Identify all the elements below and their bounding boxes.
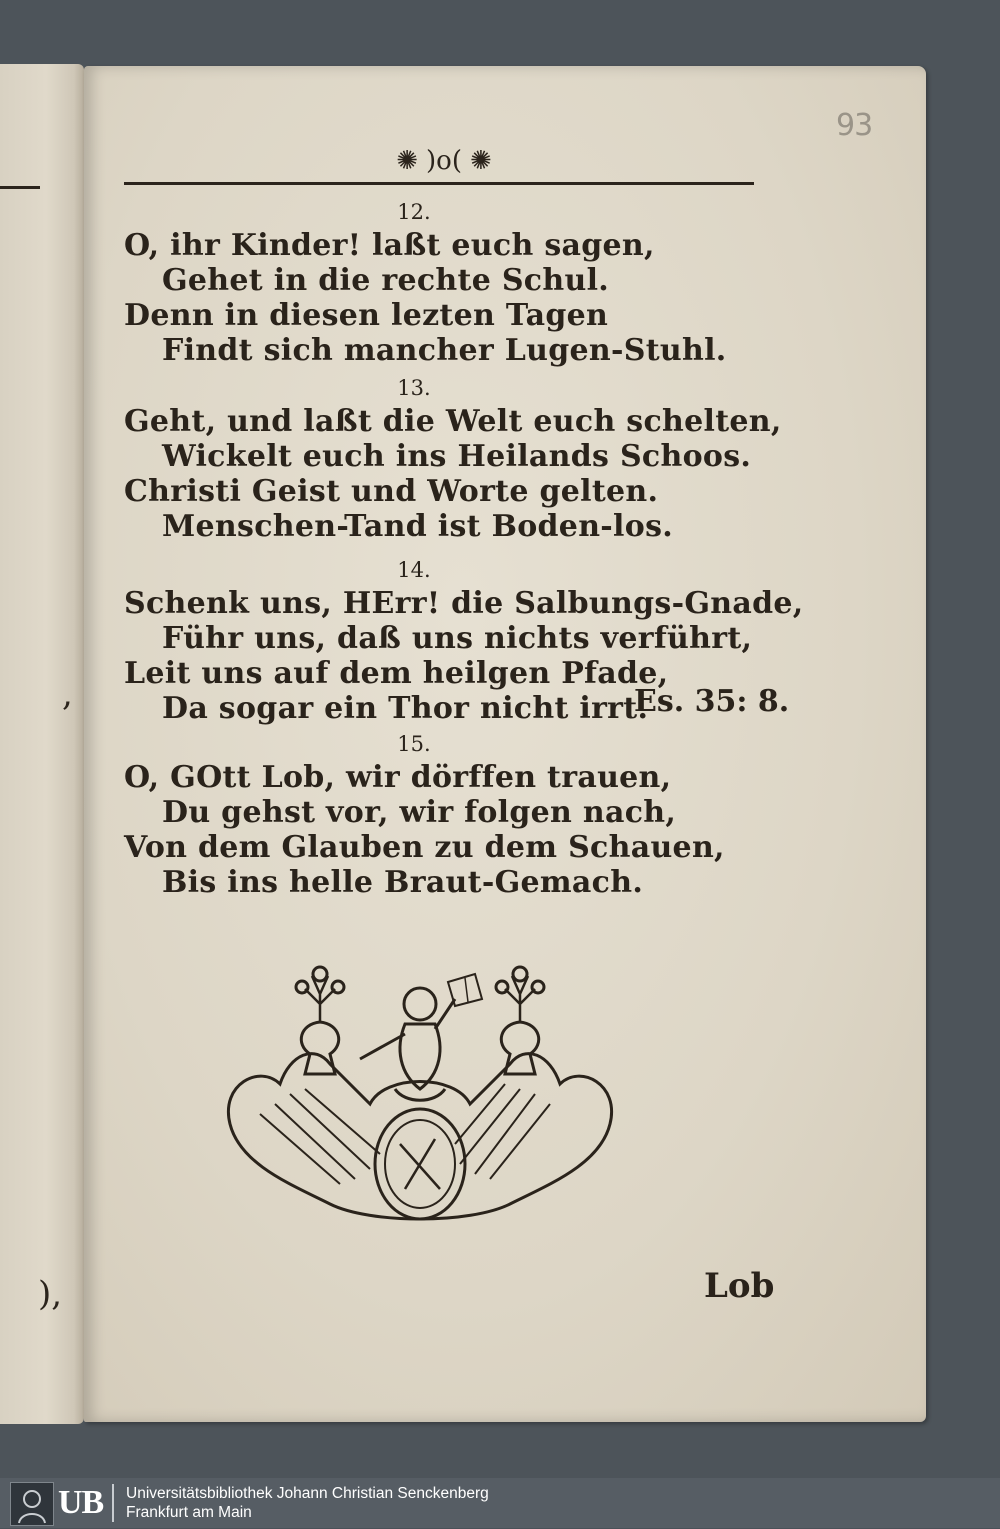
verse-line: Menschen-Tand ist Boden-los. (162, 509, 674, 544)
stanza-number: 12. (397, 200, 431, 224)
verse-line: Von dem Glauben zu dem Schauen, (124, 830, 725, 865)
stanza-13 (124, 376, 782, 544)
library-logo[interactable] (10, 1482, 118, 1524)
stanza-number: 15. (397, 732, 431, 756)
previous-page-fragment: , (62, 674, 73, 714)
woodcut-vignette-icon (220, 954, 620, 1234)
verse-line: Findt sich mancher Lugen-Stuhl. (162, 333, 727, 368)
verse-line: Bis ins helle Braut-Gemach. (162, 865, 644, 900)
verse-line: Geht, und laßt die Welt euch schelten, (124, 404, 782, 439)
scripture-reference: Es. 35: 8. (634, 684, 790, 719)
previous-page-header-rule (0, 186, 40, 189)
verse-line: Denn in diesen lezten Tagen (124, 298, 609, 333)
flower-ornament-icon: ✺ (469, 146, 492, 176)
header-ornament (364, 144, 524, 178)
verse-line: O, GOtt Lob, wir dörffen trauen, (124, 760, 672, 795)
stanza-number: 13. (397, 376, 431, 400)
previous-page-edge (0, 64, 84, 1424)
page-number: 93 (836, 108, 873, 143)
flower-ornament-icon: ✺ (396, 146, 419, 176)
book-page (84, 66, 926, 1422)
stanza-number: 14. (397, 558, 431, 582)
verse-line: Gehet in die rechte Schul. (162, 263, 610, 298)
ornament-center: )o( (426, 146, 462, 176)
catchword: Lob (704, 1266, 775, 1306)
stanza-12 (124, 200, 734, 368)
verse-line: O, ihr Kinder! laßt euch sagen, (124, 228, 655, 263)
portrait-icon (10, 1482, 54, 1526)
library-name: Universitätsbibliothek Johann Christian Senckenberg (126, 1485, 489, 1502)
verse-line: Führ uns, daß uns nichts verführt, (162, 621, 753, 656)
footer-text (126, 1484, 489, 1522)
stanza-15 (124, 732, 734, 900)
footer-bar (0, 1478, 1000, 1528)
verse-line: Da sogar ein Thor nicht irrt. (162, 691, 649, 726)
library-city: Frankfurt am Main (126, 1504, 252, 1521)
logo-text: UB (58, 1484, 104, 1521)
verse-line: Leit uns auf dem heilgen Pfade, (124, 656, 669, 691)
verse-line: Du gehst vor, wir folgen nach, (162, 795, 677, 830)
header-rule (124, 182, 754, 185)
verse-line: Schenk uns, HErr! die Salbungs-Gnade, (124, 586, 804, 621)
verse-line: Wickelt euch ins Heilands Schoos. (162, 439, 752, 474)
verse-line: Christi Geist und Worte gelten. (124, 474, 659, 509)
previous-page-fragment: ), (38, 1274, 63, 1314)
logo-separator (112, 1484, 114, 1522)
